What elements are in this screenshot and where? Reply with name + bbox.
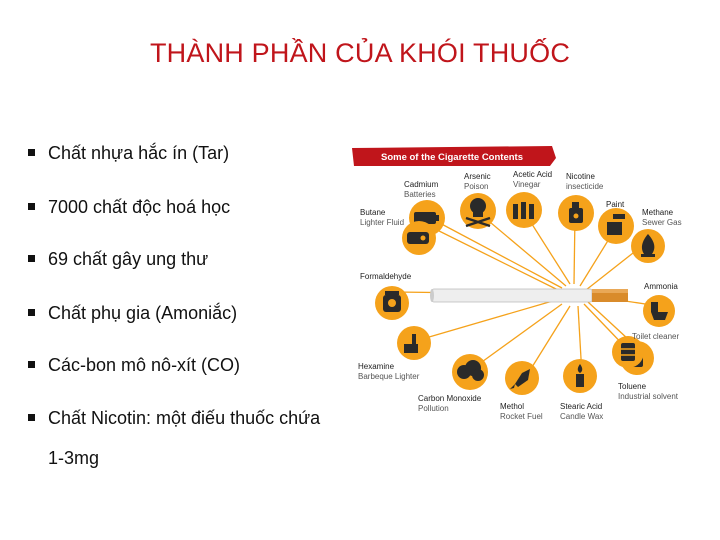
ig-label-toluene: Toluene Industrial solvent bbox=[618, 382, 679, 401]
ig-label-stearic-acid: Stearic Acid Candle Wax bbox=[560, 402, 604, 421]
bottles-icon bbox=[506, 192, 542, 228]
bullet-text: 7000 chất độc hoá học bbox=[48, 197, 231, 217]
ig-label-butane: Butane Lighter Fluid bbox=[360, 208, 405, 227]
cigarette-illustration bbox=[430, 289, 628, 302]
bullet-marker-icon bbox=[28, 309, 35, 316]
jar-icon bbox=[375, 286, 409, 320]
infographic-header: Some of the Cigarette Contents bbox=[381, 152, 523, 163]
ig-label-carbon-monoxide: Carbon Monoxide Pollution bbox=[418, 394, 482, 413]
ig-label-arsenic: Arsenic Poison bbox=[464, 172, 491, 191]
bullet-marker-icon bbox=[28, 149, 35, 156]
toilet-icon bbox=[643, 295, 675, 327]
bullet-marker-icon bbox=[28, 203, 35, 210]
bbq-lighter-icon bbox=[397, 326, 431, 360]
bullet-marker-icon bbox=[28, 361, 35, 368]
paint-bucket-icon bbox=[598, 208, 634, 244]
ig-label-methol: Methol Rocket Fuel bbox=[500, 402, 543, 421]
bullet-text: 69 chất gây ung thư bbox=[48, 249, 209, 269]
ig-label-methane: Methane Sewer Gas bbox=[642, 208, 682, 227]
lighter-fluid-icon bbox=[402, 221, 436, 255]
bullet-marker-icon bbox=[28, 414, 35, 421]
ig-label-nicotine: Nicotine insecticide bbox=[566, 172, 604, 191]
skull-icon bbox=[460, 193, 496, 229]
bullet-marker-icon bbox=[28, 255, 35, 262]
ig-label-toilet-cleaner: Toilet cleaner bbox=[632, 332, 680, 341]
bullet-continuation: 1-3mg bbox=[48, 448, 100, 468]
bullet-text: Các-bon mô nô-xít (CO) bbox=[48, 355, 241, 375]
ig-label-paint: Paint bbox=[606, 200, 625, 209]
ig-label-ammonia: Ammonia bbox=[644, 282, 678, 291]
slide-title: THÀNH PHẦN CỦA KHÓI THUỐC bbox=[149, 38, 571, 68]
bullet-text: Chất phụ gia (Amoniắc) bbox=[48, 303, 238, 323]
ig-label-formaldehyde: Formaldehyde bbox=[360, 272, 412, 281]
bullet-text: Chất nhựa hắc ín (Tar) bbox=[48, 143, 230, 163]
bullet-text: Chất Nicotin: một điếu thuốc chứa bbox=[48, 408, 321, 428]
ig-label-cadmium: Cadmium Batteries bbox=[404, 180, 439, 199]
ig-label-hexamine: Hexamine Barbeque Lighter bbox=[358, 362, 420, 381]
pollution-icon bbox=[452, 354, 488, 390]
rocket-icon bbox=[505, 361, 539, 395]
infographic-header-banner bbox=[352, 146, 556, 166]
cigarette-contents-infographic bbox=[352, 142, 697, 430]
candle-icon bbox=[563, 359, 597, 393]
flame-icon bbox=[631, 229, 665, 263]
ig-label-acetic-acid: Acetic Acid Vinegar bbox=[513, 170, 553, 189]
spray-bottle-icon bbox=[558, 195, 594, 231]
